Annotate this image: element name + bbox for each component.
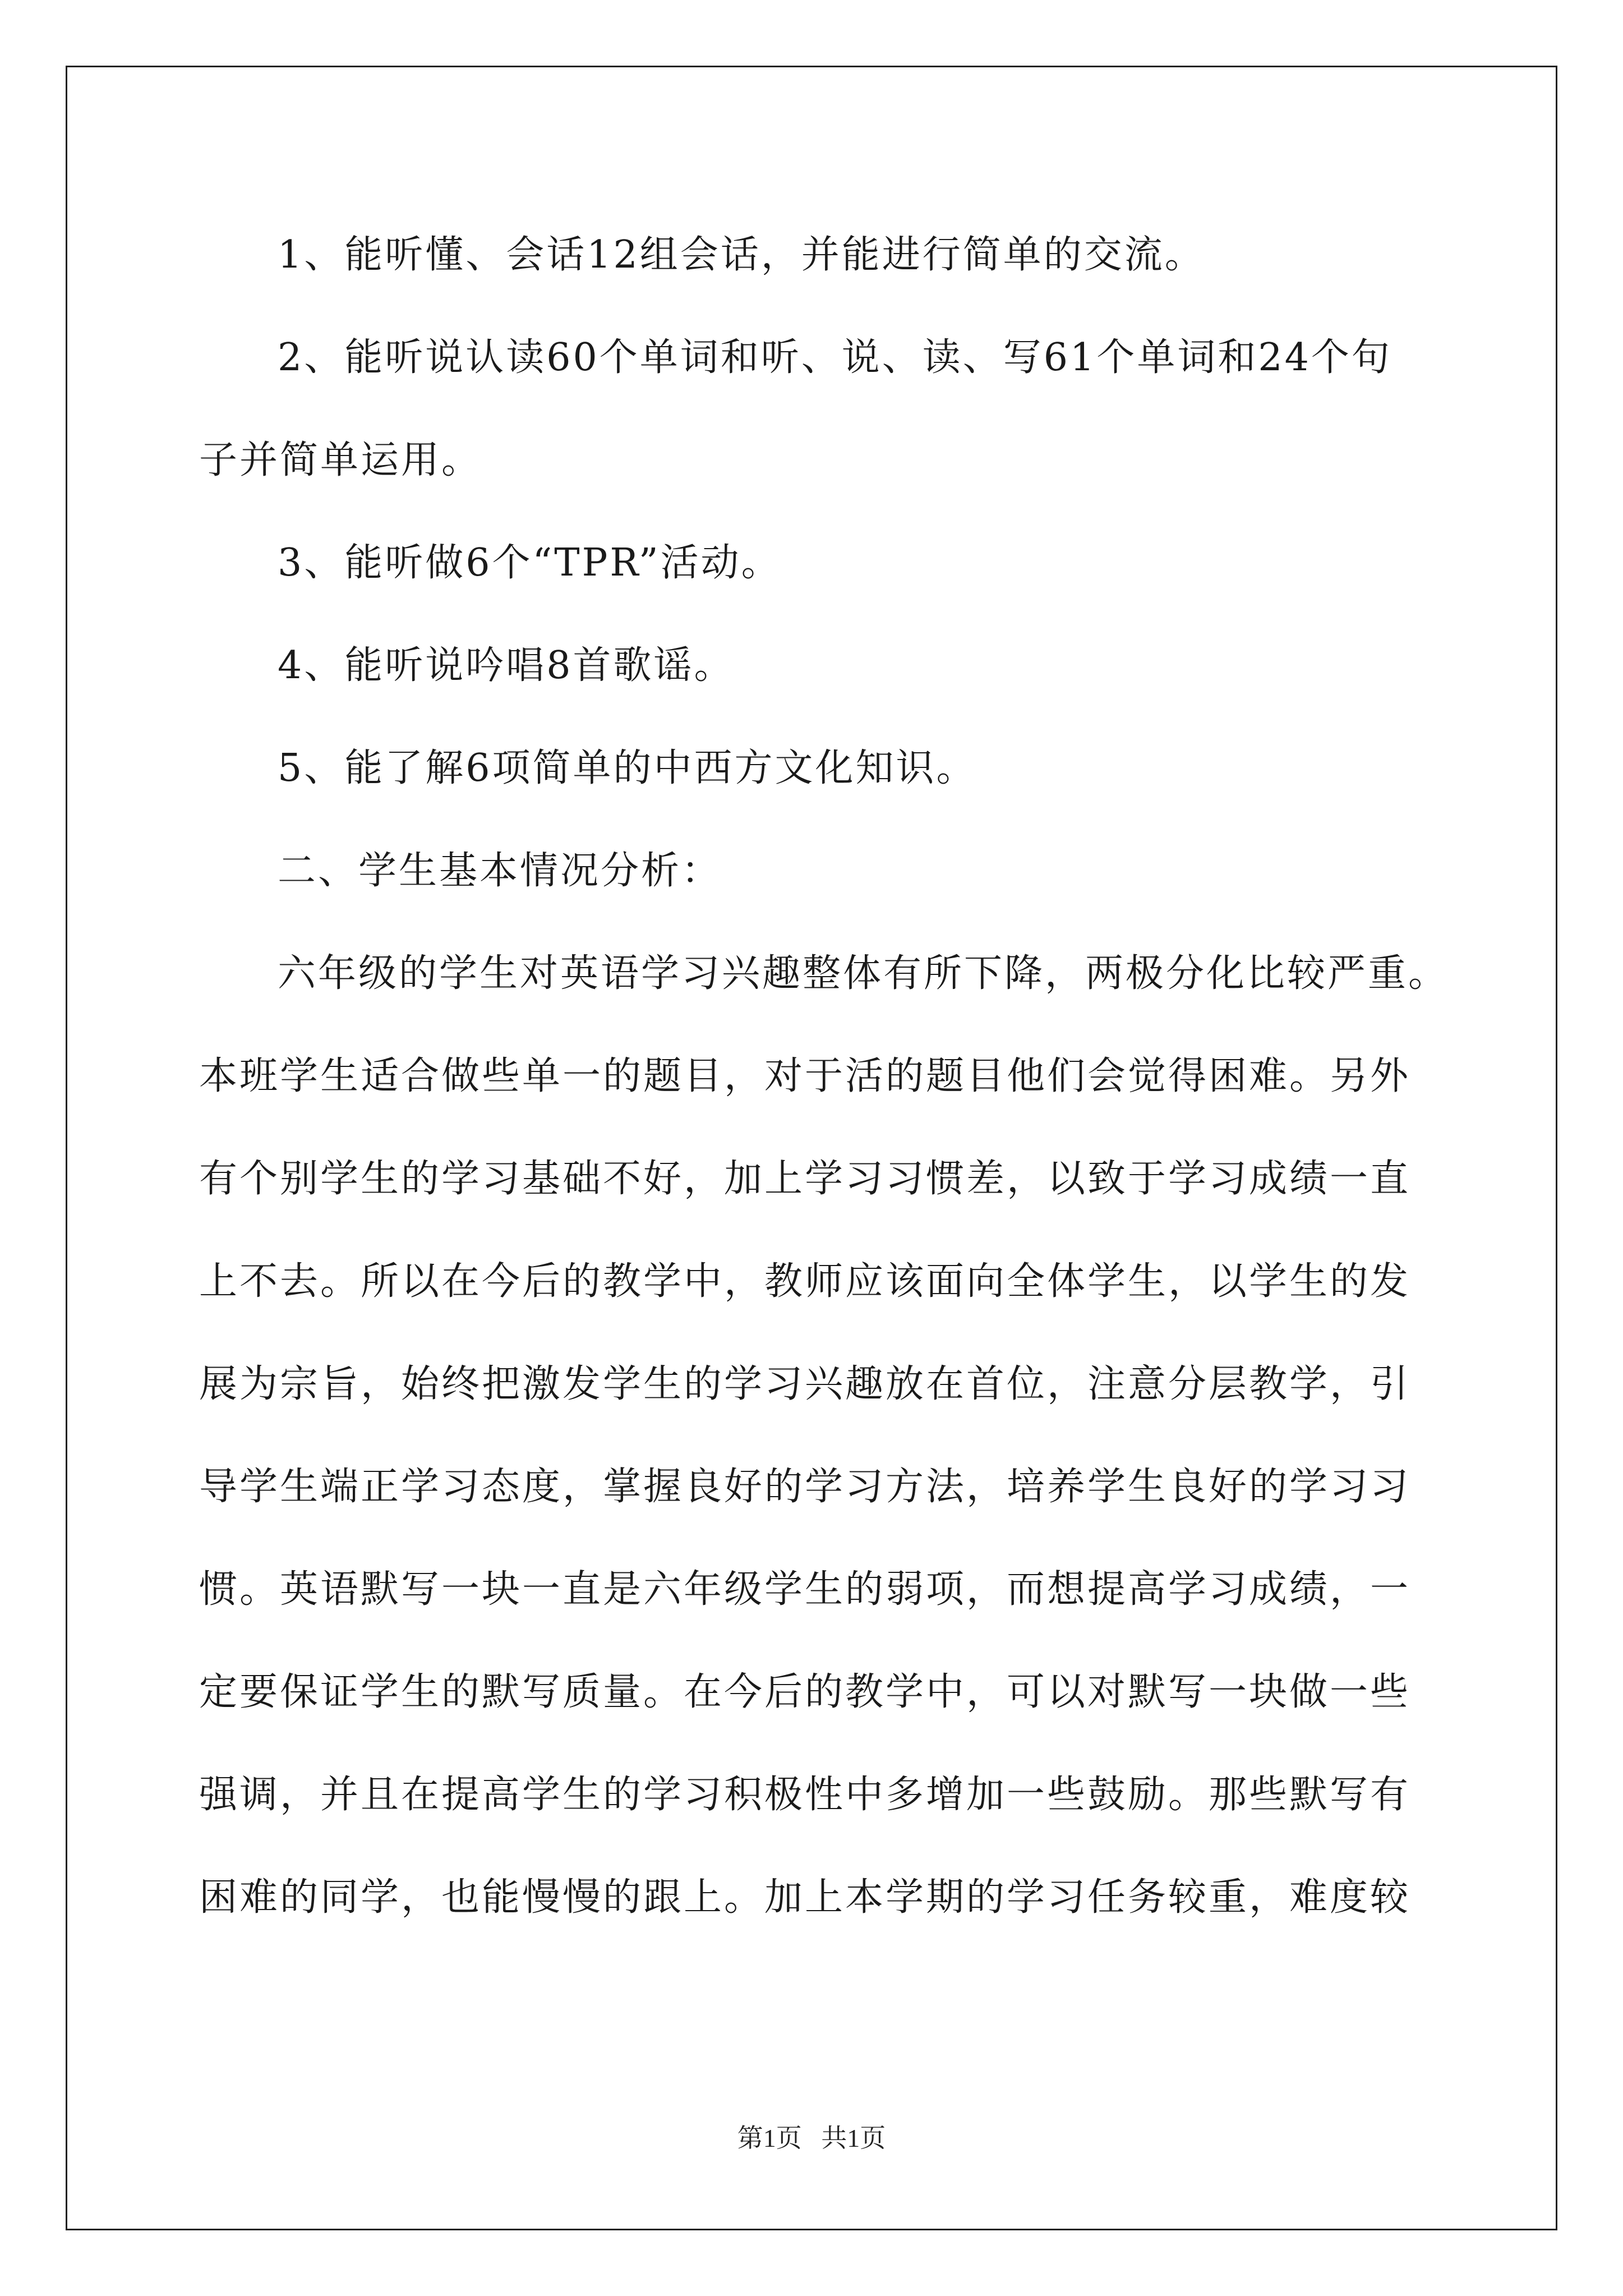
text-line: 困难的同学，也能慢慢的跟上。加上本学期的学习任务较重，难度较 [199, 1875, 1411, 1920]
text-line: 定要保证学生的默写质量。在今后的教学中，可以对默写一块做一些 [199, 1670, 1411, 1714]
text-line: 强调，并且在提高学生的学习积极性中多增加一些鼓励。那些默写有 [199, 1773, 1411, 1817]
text-line: 2、能听说认读60个单词和听、说、读、写61个单词和24个句 [278, 335, 1392, 380]
text-line: 1、能听懂、会话12组会话，并能进行简单的交流。 [278, 233, 1205, 277]
page-footer: 第1页 共1页 [737, 2124, 886, 2152]
text-line: 六年级的学生对英语学习兴趣整体有所下降，两极分化比较严重。 [278, 951, 1449, 996]
text-line: 5、能了解6项简单的中西方文化知识。 [278, 746, 977, 790]
text-line: 惯。英语默写一块一直是六年级学生的弱项，而想提高学习成绩，一 [199, 1567, 1411, 1612]
text-line: 展为宗旨，始终把激发学生的学习兴趣放在首位，注意分层教学，引 [199, 1362, 1411, 1406]
text-line: 子并简单运用。 [199, 438, 482, 482]
text-line: 3、能听做6个“TPR”活动。 [278, 541, 782, 585]
text-line: 本班学生适合做些单一的题目，对于活的题目他们会觉得困难。另外 [199, 1054, 1411, 1098]
text-line: 上不去。所以在今后的教学中，教师应该面向全体学生，以学生的发 [199, 1259, 1411, 1304]
section-heading: 二、学生基本情况分析： [278, 849, 722, 893]
text-line: 有个别学生的学习基础不好，加上学习习惯差，以致于学习成绩一直 [199, 1157, 1411, 1201]
text-line: 导学生端正学习态度，掌握良好的学习方法，培养学生良好的学习习 [199, 1465, 1411, 1509]
text-line: 4、能听说吟唱8首歌谣。 [278, 643, 735, 688]
